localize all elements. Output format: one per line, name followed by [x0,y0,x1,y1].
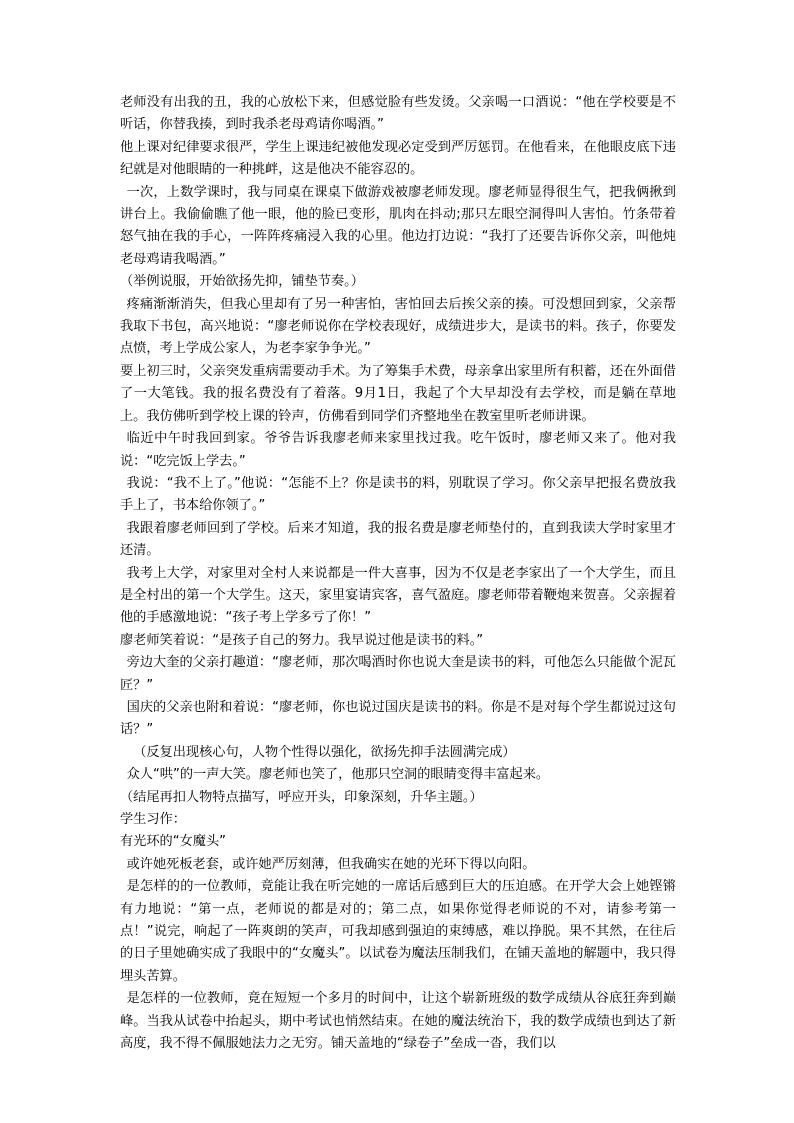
paragraph: 临近中午时我回到家。爷爷告诉我廖老师来家里找过我。吃午饭时，廖老师又来了。他对我说：“吃完饭上学去。” [120,431,676,469]
paragraph: 老师没有出我的丑，我的心放松下来，但感觉脸有些发烫。父亲喝一口酒说：“他在学校要是不听话，你替我揍，到时我杀老母鸡请你喝酒。” [120,95,676,133]
document-page [120,92,676,1055]
paragraph: 学生习作： [120,812,186,827]
paragraph: 我说：“我不上了。”他说：“怎能不上？你是读书的料，别耽误了学习。你父亲早把报名费放我手上了，书本给你领了。” [120,475,676,514]
paragraph: 我考上大学，对家里对全村人来说都是一件大喜事，因为不仅是老李家出了一个大学生，而且是全村出的第一个大学生。这天，家里宴请宾客，喜气盈庭。廖老师带着鞭炮来贺喜。父亲握着他的手感激地说：“孩子考上学多亏了你！” [120,565,676,626]
paragraph: 是怎样的一位教师，竟在短短一个多月的时间中，让这个崭新班级的数学成绩从谷底狂奔到巅峰。当我从试卷中抬起头，期中考试也悄然结束。在她的魔法统治下，我的数学成绩也到达了新高度，我不得不佩服她法力之无穷。铺天盖地的“绿卷子”垒成一沓，我们以 [120,991,676,1052]
paragraph: 疼痛渐渐消失，但我心里却有了另一种害怕，害怕回去后挨父亲的揍。可没想回到家，父亲帮我取下书包，高兴地说：“廖老师说你在学校表现好，成绩进步大，是读书的料。孩子，你要发点愤，考上学成公家人，为老李家争争光。” [120,296,676,357]
paragraph: 或许她死板老套，或许她严厉刻薄，但我确实在她的光环下得以向阳。 [126,856,536,872]
paragraph: 国庆的父亲也附和着说：“廖老师，你也说过国庆是读书的料。你是不是对每个学生都说过这句话？” [120,699,676,738]
paragraph: 是怎样的的一位教师，竟能让我在听完她的一席话后感到巨大的压迫感。在开学大会上她铿锵有力地说：“第一点，老师说的都是对的；第二点，如果你觉得老师说的不对，请参考第一点！”说完，响起了一阵爽朗的笑声，可我却感到强迫的束缚感，难以挣脱。果不其然，在往后的日子里她确实成了我眼中的“女魔头”。以试卷为魔法压制我们，在铺天盖地的解题中，我只得埋头苦算。 [120,879,676,984]
paragraph: 廖老师笑着说：“是孩子自己的努力。我早说过他是读书的料。” [120,632,484,648]
paragraph: （结尾再扣人物特点描写，呼应开头，印象深刻，升华主题。） [120,789,483,805]
paragraph: （反复出现核心句，人物个性得以强化，欲扬先抑手法圆满完成） [133,744,516,760]
paragraph: 我跟着廖老师回到了学校。后来才知道，我的报名费是廖老师垫付的，直到我读大学时家里才还清。 [120,520,676,559]
paragraph: 众人“哄”的一声大笑。廖老师也笑了，他那只空洞的眼睛变得丰富起来。 [126,767,550,783]
paragraph: 有光环的“女魔头” [120,834,226,850]
paragraph: 他上课对纪律要求很严，学生上课违纪被他发现必定受到严厉惩罚。在他看来，在他眼皮底下违纪就是对他眼睛的一种挑衅，这是他决不能容忍的。 [120,139,676,178]
paragraph: 旁边大奎的父亲打趣道：“廖老师，那次喝酒时你也说大奎是读书的料，可他怎么只能做个泥瓦匠？” [120,655,676,693]
paragraph: 一次，上数学课时，我与同桌在课桌下做游戏被廖老师发现。廖老师显得很生气，把我俩揪到讲台上。我偷偷瞧了他一眼，他的脸已变形，肌肉在抖动;那只左眼空洞得叫人害怕。竹条带着怒气抽在我的手心，一阵阵疼痛浸入我的心里。他边打边说：“我打了还要告诉你父亲，叫他炖老母鸡请我喝酒。” [120,184,676,267]
paragraph: （举例说服，开始欲扬先抑，铺垫节奏。） [120,274,364,290]
paragraph: 要上初三时，父亲突发重病需要动手术。为了筹集手术费，母亲拿出家里所有积蓄，还在外面借了一大笔钱。我的报名费没有了着落。9月1日，我起了个大早却没有去学校，而是躺在草地上。我仿佛听到学校上课的铃声，仿佛看到同学们齐整地坐在教室里听老师讲课。 [120,363,676,424]
